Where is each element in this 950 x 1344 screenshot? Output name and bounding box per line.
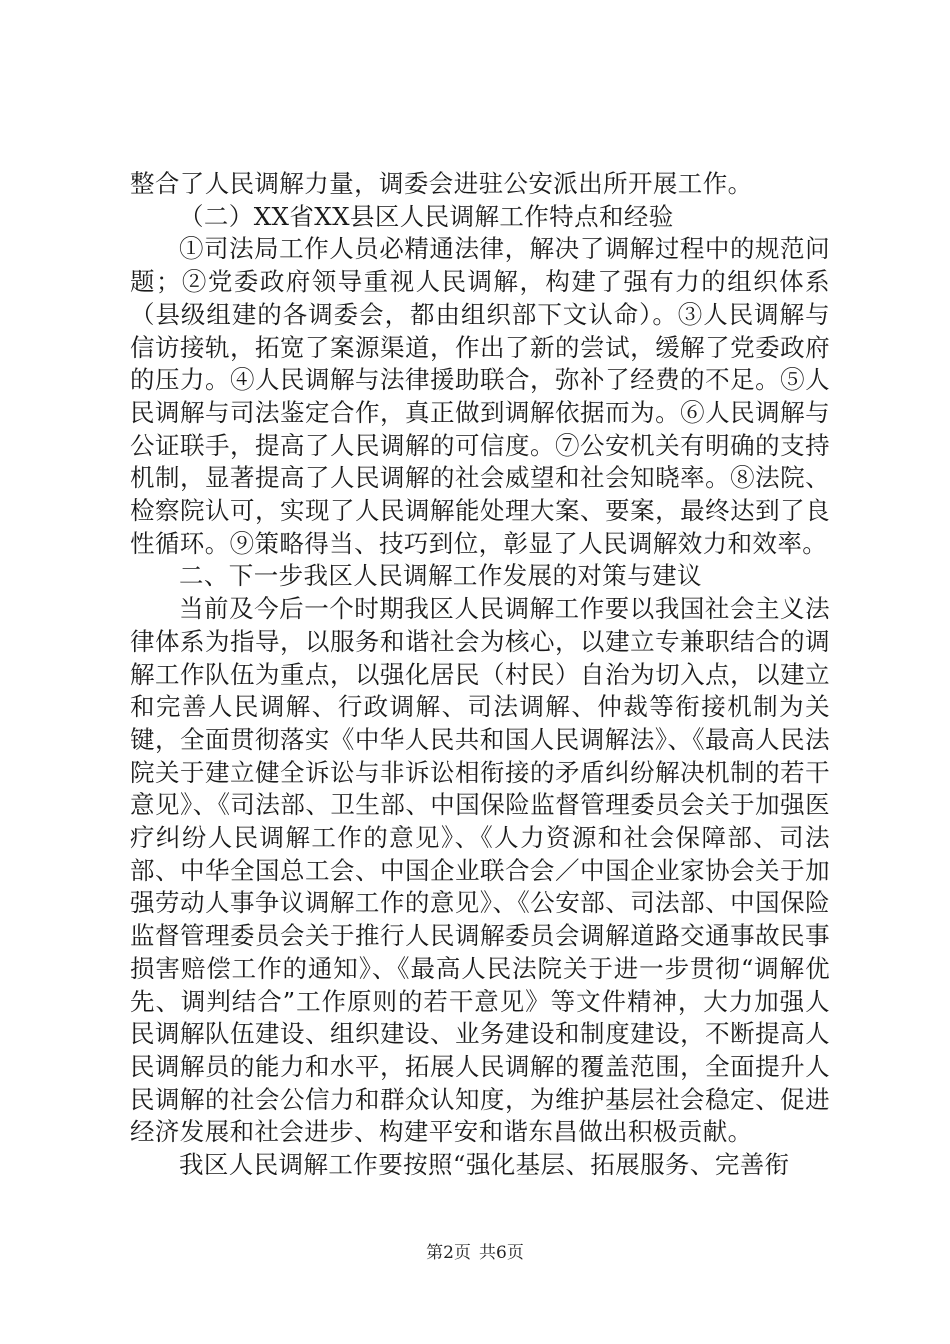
document-body	[130, 168, 830, 1182]
page-number: 第2页	[426, 1243, 471, 1263]
page-footer	[0, 1243, 950, 1263]
paragraph-1: 整合了人民调解力量，调委会进驻公安派出所开展工作。	[130, 169, 753, 198]
paragraph-features: ①司法局工作人员必精通法律，解决了调解过程中的规范问题；②党委政府领导重视人民调解，构建了强有力的组织体系（县级组建的各调委会，都由组织部下文认命）。③人民调解与信访接轨，拓宽了案源渠道，作出了新的尝试，缓解了党委政府的压力。④人民调解与法律援助联合，弥补了经费的不足。⑤人民调解与司法鉴定合作，真正做到调解依据而为。⑥人民调解与公证联手，提高了人民调解的可信度。⑦公安机关有明确的支持机制，显著提高了人民调解的社会威望和社会知晓率。⑧法院、检察院认可，实现了人民调解能处理大案、要案，最终达到了良性循环。⑨策略得当、技巧到位，彰显了人民调解效力和效率。	[130, 234, 830, 558]
section-heading-2: （二）XX省XX县区人民调解工作特点和经验	[179, 201, 674, 231]
paragraph-guidance: 当前及今后一个时期我区人民调解工作要以我国社会主义法律体系为指导，以服务和谐社会为核心，以建立专兼职结合的调解工作队伍为重点，以强化居民（村民）自治为切入点，以建立和完善人民调解、行政调解、司法调解、仲裁等衔接机制为关键，全面贯彻落实《中华人民共和国人民调解法》、《最高人民法院关于建立健全诉讼与非诉讼相衔接的矛盾纠纷解决机制的若干意见》、《司法部、卫生部、中国保险监督管理委员会关于加强医疗纠纷人民调解工作的意见》、《人力资源和社会保障部、司法部、中华全国总工会、中国企业联合会／中国企业家协会关于加强劳动人事争议调解工作的意见》、《公安部、司法部、中国保险监督管理委员会关于推行人民调解委员会调解道路交通事故民事损害赔偿工作的通知》、《最高人民法院关于进一步贯彻“调解优先、调判结合”工作原则的若干意见》等文件精神，大力加强人民调解队伍建设、组织建设、业务建设和制度建设，不断提高人民调解员的能力和水平，拓展人民调解的覆盖范围，全面提升人民调解的社会公信力和群众认知度，为维护基层社会稳定、促进经济发展和社会进步、构建平安和谐东昌做出积极贡献。	[130, 594, 830, 1147]
page-total: 共6页	[479, 1243, 524, 1263]
section-heading-next-steps: 二、下一步我区人民调解工作发展的对策与建议	[179, 561, 702, 591]
paragraph-requirements: 我区人民调解工作要按照“强化基层、拓展服务、完善衔	[179, 1150, 790, 1180]
